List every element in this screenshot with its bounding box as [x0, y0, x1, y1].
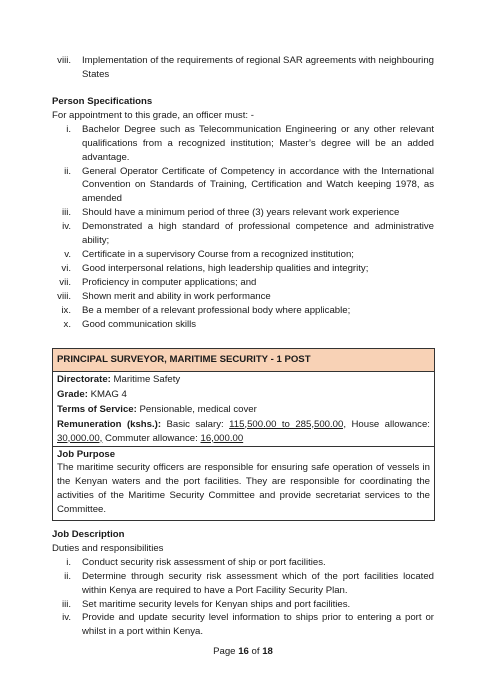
- list-number: v.: [64, 248, 71, 260]
- remuneration-row: [53, 417, 434, 446]
- list-number: ii.: [64, 570, 71, 582]
- list-number: x.: [63, 318, 71, 330]
- list-item: [52, 123, 434, 165]
- basic-salary-value: 115,500.00 to 285,500.00,: [229, 418, 347, 430]
- house-allowance-label: House allowance:: [351, 418, 430, 430]
- list-number: vi.: [61, 262, 71, 274]
- list-text: Provide and update security level information to ships prior to entering a port or whilst in a port within Kenya.: [82, 612, 434, 638]
- list-text: General Operator Certificate of Competency in accordance with the International Convention on Standards of Training, Certification and Watch keeping 1978, as amended: [82, 165, 434, 205]
- terms-row: [53, 402, 434, 417]
- list-item: [52, 276, 434, 290]
- section-heading: Person Specifications: [52, 96, 153, 107]
- total-page-number: 18: [262, 646, 273, 657]
- list-item: [52, 598, 434, 612]
- current-page-number: 16: [238, 646, 249, 657]
- list-item: [52, 570, 434, 598]
- section-heading: Job Description: [52, 529, 125, 540]
- post-details-table: [52, 348, 435, 521]
- list-item: [52, 206, 434, 220]
- directorate-row: [53, 372, 434, 387]
- list-number: viii.: [57, 55, 71, 66]
- list-number: iv.: [62, 221, 71, 233]
- list-text: Bachelor Degree such as Telecommunication Engineering or any other relevant qualifications from a recognized institution; Master’s degree will be an added advantage.: [82, 123, 434, 163]
- list-text: Set maritime security levels for Kenyan ships and port facilities.: [82, 598, 351, 610]
- list-number: iii.: [61, 598, 71, 610]
- remuneration-label: Remuneration (kshs.):: [57, 418, 162, 430]
- terms-value: Pensionable, medical cover: [139, 403, 257, 415]
- list-item: [52, 220, 434, 248]
- post-title: PRINCIPAL SURVEYOR, MARITIME SECURITY - 1 POST: [53, 349, 434, 372]
- list-item: [52, 165, 434, 207]
- person-specifications-section: [52, 95, 434, 331]
- list-item: [52, 318, 434, 332]
- list-number: iii.: [61, 207, 71, 219]
- list-text: Implementation of the requirements of regional SAR agreements with neighbouring States: [82, 55, 434, 80]
- list-item: [52, 611, 434, 639]
- list-text: Good communication skills: [82, 318, 197, 330]
- list-text: Conduct security risk assessment of ship or port facilities.: [82, 556, 326, 568]
- of-word: of: [251, 646, 260, 657]
- directorate-label: Directorate:: [57, 374, 111, 385]
- list-number: i.: [66, 123, 71, 135]
- terms-label: Terms of Service:: [57, 403, 137, 415]
- list-item: [52, 54, 434, 82]
- list-text: Determine through security risk assessment which of the port facilities located within Kenya are required to have a Port Facility Security Plan.: [82, 570, 434, 596]
- job-purpose-heading: Job Purpose: [53, 446, 434, 462]
- page-footer: [0, 645, 486, 659]
- list-text: Good interpersonal relations, high leadership qualities and integrity;: [82, 262, 369, 274]
- list-item: [52, 248, 434, 262]
- job-purpose-text: The maritime security officers are responsible for ensuring safe operation of vessels in the Kenyan waters and the port facilities. They are responsible for coordinating the activities of the Maritime Security Committee and provide secretariat services to the Committee.: [57, 462, 430, 516]
- list-item: [52, 290, 434, 304]
- grade-value: KMAG 4: [90, 388, 127, 400]
- list-text: Proficiency in computer applications; and: [82, 276, 257, 288]
- basic-salary-label: Basic salary:: [166, 418, 224, 430]
- list-text: Demonstrated a high standard of professional competence and administrative ability;: [82, 221, 434, 247]
- list-text: Shown merit and ability in work performance: [82, 290, 271, 302]
- directorate-value: Maritime Safety: [113, 374, 181, 385]
- requirements-list: [52, 123, 434, 332]
- section-intro: Duties and responsibilities: [52, 542, 164, 554]
- list-number: ix.: [61, 304, 71, 316]
- duties-list: [52, 556, 434, 639]
- list-text: Be a member of a relevant professional body where applicable;: [82, 304, 351, 316]
- list-number: iv.: [62, 612, 71, 624]
- page-word: Page: [213, 646, 236, 657]
- grade-label: Grade:: [57, 388, 88, 400]
- list-item: [52, 556, 434, 570]
- list-number: i.: [66, 556, 71, 568]
- section-intro: For appointment to this grade, an officer must: -: [52, 109, 254, 121]
- list-text: Certificate in a supervisory Course from a recognized institution;: [82, 248, 354, 260]
- commuter-allowance-value: 16,000.00: [200, 432, 244, 444]
- list-item: [52, 262, 434, 276]
- list-text: Should have a minimum period of three (3) years relevant work experience: [82, 207, 400, 219]
- list-number: ii.: [64, 165, 71, 177]
- list-item: [52, 304, 434, 318]
- job-description-section: [52, 528, 434, 639]
- house-allowance-value: 30,000.00,: [57, 432, 103, 444]
- grade-row: [53, 387, 434, 402]
- commuter-allowance-label: Commuter allowance:: [105, 432, 198, 444]
- list-number: viii.: [57, 290, 71, 302]
- list-number: vii.: [59, 276, 71, 288]
